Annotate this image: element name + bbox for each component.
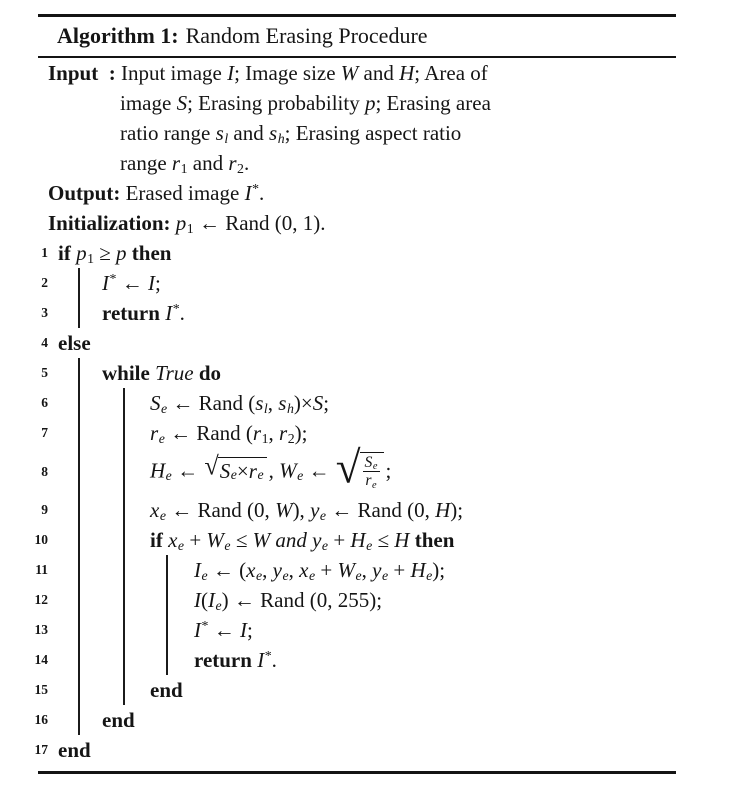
subscript — [256, 568, 262, 583]
math-var: r — [150, 420, 159, 445]
subscript — [355, 568, 361, 583]
subscript — [309, 568, 315, 583]
subscript — [426, 568, 432, 583]
subscript — [202, 568, 208, 583]
math-var: I — [227, 61, 235, 86]
line-number: 2 — [41, 275, 48, 291]
algo-line-8 — [20, 442, 682, 495]
subscript — [216, 598, 222, 613]
indent-bar — [78, 555, 80, 585]
algorithm-name: Random Erasing Procedure — [185, 23, 428, 49]
algo-line-16 — [20, 705, 682, 735]
subscript — [159, 431, 165, 446]
math-var: y — [372, 557, 382, 582]
superscript: * — [264, 647, 272, 663]
math-var: y — [310, 497, 320, 522]
math-var: e — [355, 567, 362, 583]
subscript — [322, 538, 328, 553]
math-var: S — [150, 390, 161, 415]
line-text — [48, 391, 329, 416]
fraction-numerator — [363, 454, 380, 473]
keyword: Input — [48, 61, 99, 86]
subscript: 1 — [87, 250, 95, 266]
preamble-line-2 — [48, 88, 682, 118]
subscript: 1 — [261, 430, 269, 446]
algo-line-17 — [20, 735, 682, 765]
algorithm-label: Algorithm 1: — [57, 23, 179, 49]
indent-bar — [78, 298, 80, 328]
subscript — [160, 508, 166, 523]
line-number: 6 — [41, 395, 48, 411]
math-var: s — [278, 390, 287, 415]
text-run: , — [267, 390, 279, 415]
math-var: h — [286, 400, 294, 416]
text-run: ≤ — [372, 527, 395, 552]
subscript — [287, 401, 294, 416]
math-var: e — [257, 466, 264, 482]
sqrt-expression — [335, 442, 384, 493]
algo-line-13 — [20, 615, 682, 645]
line-content — [48, 268, 682, 298]
text-run: ← — [116, 270, 148, 295]
math-var: e — [161, 400, 168, 416]
text-run: ← Rand (0, 1). — [193, 211, 326, 236]
fraction — [362, 454, 381, 490]
text-run: . — [179, 300, 185, 325]
indent-bar — [78, 418, 80, 448]
text-run: ; — [323, 390, 330, 415]
math-var: e — [215, 597, 222, 613]
superscript: * — [201, 617, 209, 633]
math-var: x — [299, 557, 309, 582]
line-number: 11 — [35, 562, 48, 578]
math-var: I — [208, 587, 215, 612]
preamble-line-5 — [48, 178, 682, 208]
keyword: while — [102, 360, 156, 385]
math-var: W — [337, 557, 355, 582]
text-run: and — [187, 151, 229, 176]
math-var: S — [312, 390, 324, 415]
text-run: ; Erasing probability — [187, 91, 365, 116]
math-var: I — [194, 617, 201, 642]
text-run: ); — [294, 420, 308, 445]
line-text — [48, 301, 185, 326]
math-var: x — [150, 497, 160, 522]
subscript — [373, 461, 378, 472]
math-var: s — [255, 390, 264, 415]
algorithm-title — [57, 17, 682, 56]
text-run: ; Erasing aspect ratio — [284, 121, 462, 146]
keyword: if — [58, 240, 77, 265]
line-number: 13 — [34, 622, 48, 638]
line-number: 5 — [41, 365, 48, 381]
line-content — [48, 735, 682, 765]
indent-bar — [123, 555, 125, 585]
math-var: I — [244, 181, 252, 206]
line-content — [48, 298, 682, 328]
text-run: Input image — [115, 61, 228, 86]
math-var: r — [252, 420, 262, 445]
indent-bar — [78, 525, 80, 555]
text-run: ; Area of — [414, 61, 488, 86]
math-var: e — [224, 537, 231, 553]
text-run: )× — [293, 390, 313, 415]
line-text — [48, 738, 91, 763]
indent-bar — [123, 615, 125, 645]
text-run: ← Rand (0, — [165, 497, 276, 522]
math-var: e — [165, 468, 172, 484]
radical-sign: √ — [204, 451, 219, 481]
line-text — [48, 498, 463, 523]
algorithm-block — [20, 0, 682, 774]
line-number: 15 — [34, 682, 48, 698]
math-var: e — [372, 479, 377, 491]
line-content — [48, 238, 682, 268]
keyword: end — [102, 707, 135, 732]
line-text — [48, 648, 277, 673]
math-var: W — [275, 497, 293, 522]
keyword: Initialization: — [48, 211, 171, 236]
text-run: + — [328, 527, 351, 552]
algo-line-1 — [20, 238, 682, 268]
algo-line-4 — [20, 328, 682, 358]
subscript — [224, 538, 230, 553]
text-run: ← — [171, 458, 204, 483]
math-var: r — [279, 420, 288, 445]
math-var: e — [282, 567, 289, 583]
math-var: p — [76, 240, 87, 265]
indent-bar — [78, 615, 80, 645]
math-var: s — [269, 121, 278, 146]
line-content — [48, 555, 682, 585]
algo-line-2 — [20, 268, 682, 298]
text-run: ← — [303, 458, 335, 483]
line-content — [48, 495, 682, 525]
text-run: ← ( — [207, 557, 247, 582]
text-run — [98, 61, 109, 85]
line-content — [48, 388, 682, 418]
text-run: ← Rand ( — [167, 390, 256, 415]
math-var: e — [297, 468, 304, 484]
text-run: ratio range — [120, 121, 216, 146]
math-var: r — [248, 459, 257, 484]
math-var: e — [201, 567, 208, 583]
math-var: and — [270, 527, 313, 552]
text-run: image — [120, 91, 177, 116]
subscript — [372, 480, 377, 491]
algo-line-9 — [20, 495, 682, 525]
line-number: 3 — [41, 305, 48, 321]
math-var: W — [340, 61, 359, 86]
superscript: * — [252, 181, 259, 197]
algorithm-body — [20, 238, 682, 765]
math-var: I — [194, 587, 201, 612]
math-var: I — [257, 647, 265, 672]
math-var: e — [321, 537, 329, 553]
text-run: ← Rand (0, — [326, 497, 436, 522]
indent-bar — [166, 645, 168, 675]
math-var: e — [177, 537, 185, 553]
math-var: r — [228, 151, 237, 176]
text-run: , — [262, 557, 273, 582]
subscript: 1 — [180, 161, 188, 177]
line-number: 16 — [34, 712, 48, 728]
text-run: ← Rand ( — [164, 420, 253, 445]
preamble-line-1 — [48, 58, 682, 88]
preamble-line-4 — [48, 148, 682, 178]
math-var: s — [215, 121, 224, 146]
text-run: ≤ — [230, 527, 253, 552]
subscript — [278, 131, 285, 146]
indent-bar — [166, 585, 168, 615]
line-text — [48, 241, 171, 266]
text-run: ; — [385, 458, 392, 483]
indent-bar — [123, 525, 125, 555]
algo-line-3 — [20, 298, 682, 328]
math-var: e — [366, 537, 373, 553]
math-var: e — [319, 507, 327, 523]
text-run: and — [228, 121, 269, 146]
keyword: then — [126, 240, 172, 265]
algo-line-10 — [20, 525, 682, 555]
subscript — [178, 538, 184, 553]
line-text — [48, 271, 161, 296]
preamble-line-6 — [48, 208, 682, 238]
text-run: ; — [246, 617, 253, 642]
line-text — [48, 528, 454, 553]
text-run: ), — [292, 497, 311, 522]
subscript — [282, 568, 288, 583]
subscript — [297, 468, 303, 483]
line-text — [48, 421, 308, 446]
indent-bar — [78, 358, 80, 388]
sqrt-expression — [204, 451, 266, 484]
math-var: S — [219, 459, 231, 484]
math-var: p — [175, 211, 187, 236]
line-number: 4 — [41, 335, 48, 351]
indent-bar — [166, 555, 168, 585]
math-var: x — [246, 557, 256, 582]
indent-bar — [78, 645, 80, 675]
math-var: e — [255, 567, 263, 583]
line-content — [48, 418, 682, 448]
text-run: , — [361, 557, 373, 582]
math-var: I — [102, 270, 109, 295]
math-var: e — [372, 461, 378, 473]
math-var: e — [426, 567, 433, 583]
math-var: y — [272, 557, 282, 582]
text-run: ≥ — [94, 240, 117, 265]
text-run: ; — [154, 270, 161, 295]
text-run: Erased image — [120, 181, 245, 206]
line-content — [48, 328, 682, 358]
math-var: True — [155, 360, 194, 385]
line-content — [48, 705, 682, 735]
line-text — [48, 708, 135, 733]
line-number: 7 — [41, 425, 48, 441]
math-var: W — [252, 527, 271, 552]
text-run: ); — [450, 497, 464, 522]
math-var: I — [165, 300, 173, 325]
keyword: do — [193, 360, 222, 385]
line-text — [48, 361, 221, 386]
line-number: 1 — [41, 245, 48, 261]
line-content — [48, 615, 682, 645]
indent-bar — [78, 705, 80, 735]
keyword: Output: — [48, 181, 121, 206]
line-number: 8 — [41, 463, 48, 479]
line-content — [48, 675, 682, 705]
math-var: I — [147, 270, 155, 295]
superscript: * — [172, 300, 180, 316]
keyword: return — [102, 300, 166, 325]
indent-bar — [123, 388, 125, 418]
indent-bar — [123, 418, 125, 448]
line-content — [48, 358, 682, 388]
text-run: , — [268, 458, 280, 483]
indent-bar — [78, 388, 80, 418]
math-var: I — [239, 617, 247, 642]
indent-bar — [123, 448, 125, 495]
subscript — [320, 508, 326, 523]
line-number: 10 — [34, 532, 48, 548]
indent-bar — [123, 645, 125, 675]
math-var: S — [176, 91, 188, 116]
subscript — [264, 401, 268, 416]
math-var: r — [171, 151, 181, 176]
algo-line-12 — [20, 585, 682, 615]
line-text — [48, 558, 445, 583]
text-run: , — [268, 420, 280, 445]
text-run: ( — [201, 587, 208, 612]
math-var: l — [224, 131, 229, 147]
math-var: e — [308, 567, 316, 583]
text-run: + — [388, 557, 411, 582]
text-run: ; Erasing area — [375, 91, 491, 116]
algo-line-14 — [20, 645, 682, 675]
keyword: if — [150, 527, 169, 552]
subscript: 1 — [186, 221, 194, 237]
algo-line-6 — [20, 388, 682, 418]
line-number: 17 — [34, 742, 48, 758]
algo-line-5 — [20, 358, 682, 388]
text-run: + — [315, 557, 338, 582]
math-var: h — [277, 131, 285, 147]
text-run: . — [271, 647, 277, 672]
subscript — [366, 538, 372, 553]
line-number: 12 — [34, 592, 48, 608]
math-var: H — [435, 497, 451, 522]
line-text — [48, 678, 183, 703]
text-run: ← — [208, 617, 240, 642]
line-text — [48, 331, 91, 356]
math-var: p — [116, 240, 127, 265]
line-number: 14 — [34, 652, 48, 668]
text-run: . — [243, 151, 250, 176]
line-text — [48, 588, 382, 613]
math-var: l — [263, 400, 268, 416]
math-var: H — [350, 527, 366, 552]
line-content — [48, 525, 682, 555]
text-run: × — [236, 459, 249, 484]
math-var: e — [230, 466, 237, 482]
radicand — [218, 457, 267, 484]
line-content — [48, 585, 682, 615]
bottom-rule — [38, 771, 676, 774]
algo-line-11 — [20, 555, 682, 585]
math-var: H — [394, 527, 410, 552]
radicand — [360, 452, 384, 490]
subscript — [224, 131, 228, 146]
keyword: end — [58, 737, 91, 762]
text-run: and — [358, 61, 400, 86]
text-run: ); — [432, 557, 446, 582]
keyword: return — [194, 647, 258, 672]
math-var: e — [381, 567, 389, 583]
subscript — [382, 568, 388, 583]
preamble-line-3 — [48, 118, 682, 148]
subscript — [166, 468, 172, 483]
math-var: I — [194, 557, 201, 582]
indent-bar — [166, 615, 168, 645]
indent-bar — [78, 675, 80, 705]
keyword: then — [409, 527, 455, 552]
math-var: y — [312, 527, 322, 552]
subscript — [161, 401, 167, 416]
math-var: H — [399, 61, 415, 86]
text-run: . — [259, 181, 265, 206]
math-var: H — [150, 458, 166, 483]
text-run: + — [184, 527, 207, 552]
line-content — [48, 645, 682, 675]
text-run: ) ← Rand (0, 255); — [221, 587, 383, 612]
text-run: range — [120, 151, 172, 176]
indent-bar — [78, 495, 80, 525]
indent-bar — [123, 585, 125, 615]
math-var: e — [159, 507, 166, 523]
superscript: * — [109, 270, 117, 286]
line-content — [48, 442, 682, 495]
math-var: H — [410, 557, 426, 582]
keyword: : — [108, 61, 116, 86]
fraction-denominator — [363, 472, 378, 489]
radical-sign: √ — [335, 442, 361, 493]
math-var: S — [364, 453, 373, 471]
text-run: , — [288, 557, 300, 582]
indent-bar — [78, 448, 80, 495]
math-var: p — [364, 91, 376, 116]
indent-bar — [123, 495, 125, 525]
text-run: ; Image size — [234, 61, 341, 86]
subscript: 2 — [237, 161, 244, 177]
math-var: W — [279, 458, 297, 483]
keyword: else — [58, 330, 91, 355]
math-var: r — [365, 472, 372, 490]
algo-line-15 — [20, 675, 682, 705]
math-var: W — [206, 527, 224, 552]
algorithm-preamble — [20, 58, 682, 238]
math-var: e — [158, 430, 165, 446]
indent-bar — [78, 268, 80, 298]
math-var: x — [168, 527, 178, 552]
keyword: end — [150, 677, 183, 702]
line-text — [48, 442, 392, 493]
indent-bar — [123, 675, 125, 705]
indent-bar — [78, 585, 80, 615]
line-number: 9 — [41, 502, 48, 518]
subscript: 2 — [287, 430, 295, 446]
